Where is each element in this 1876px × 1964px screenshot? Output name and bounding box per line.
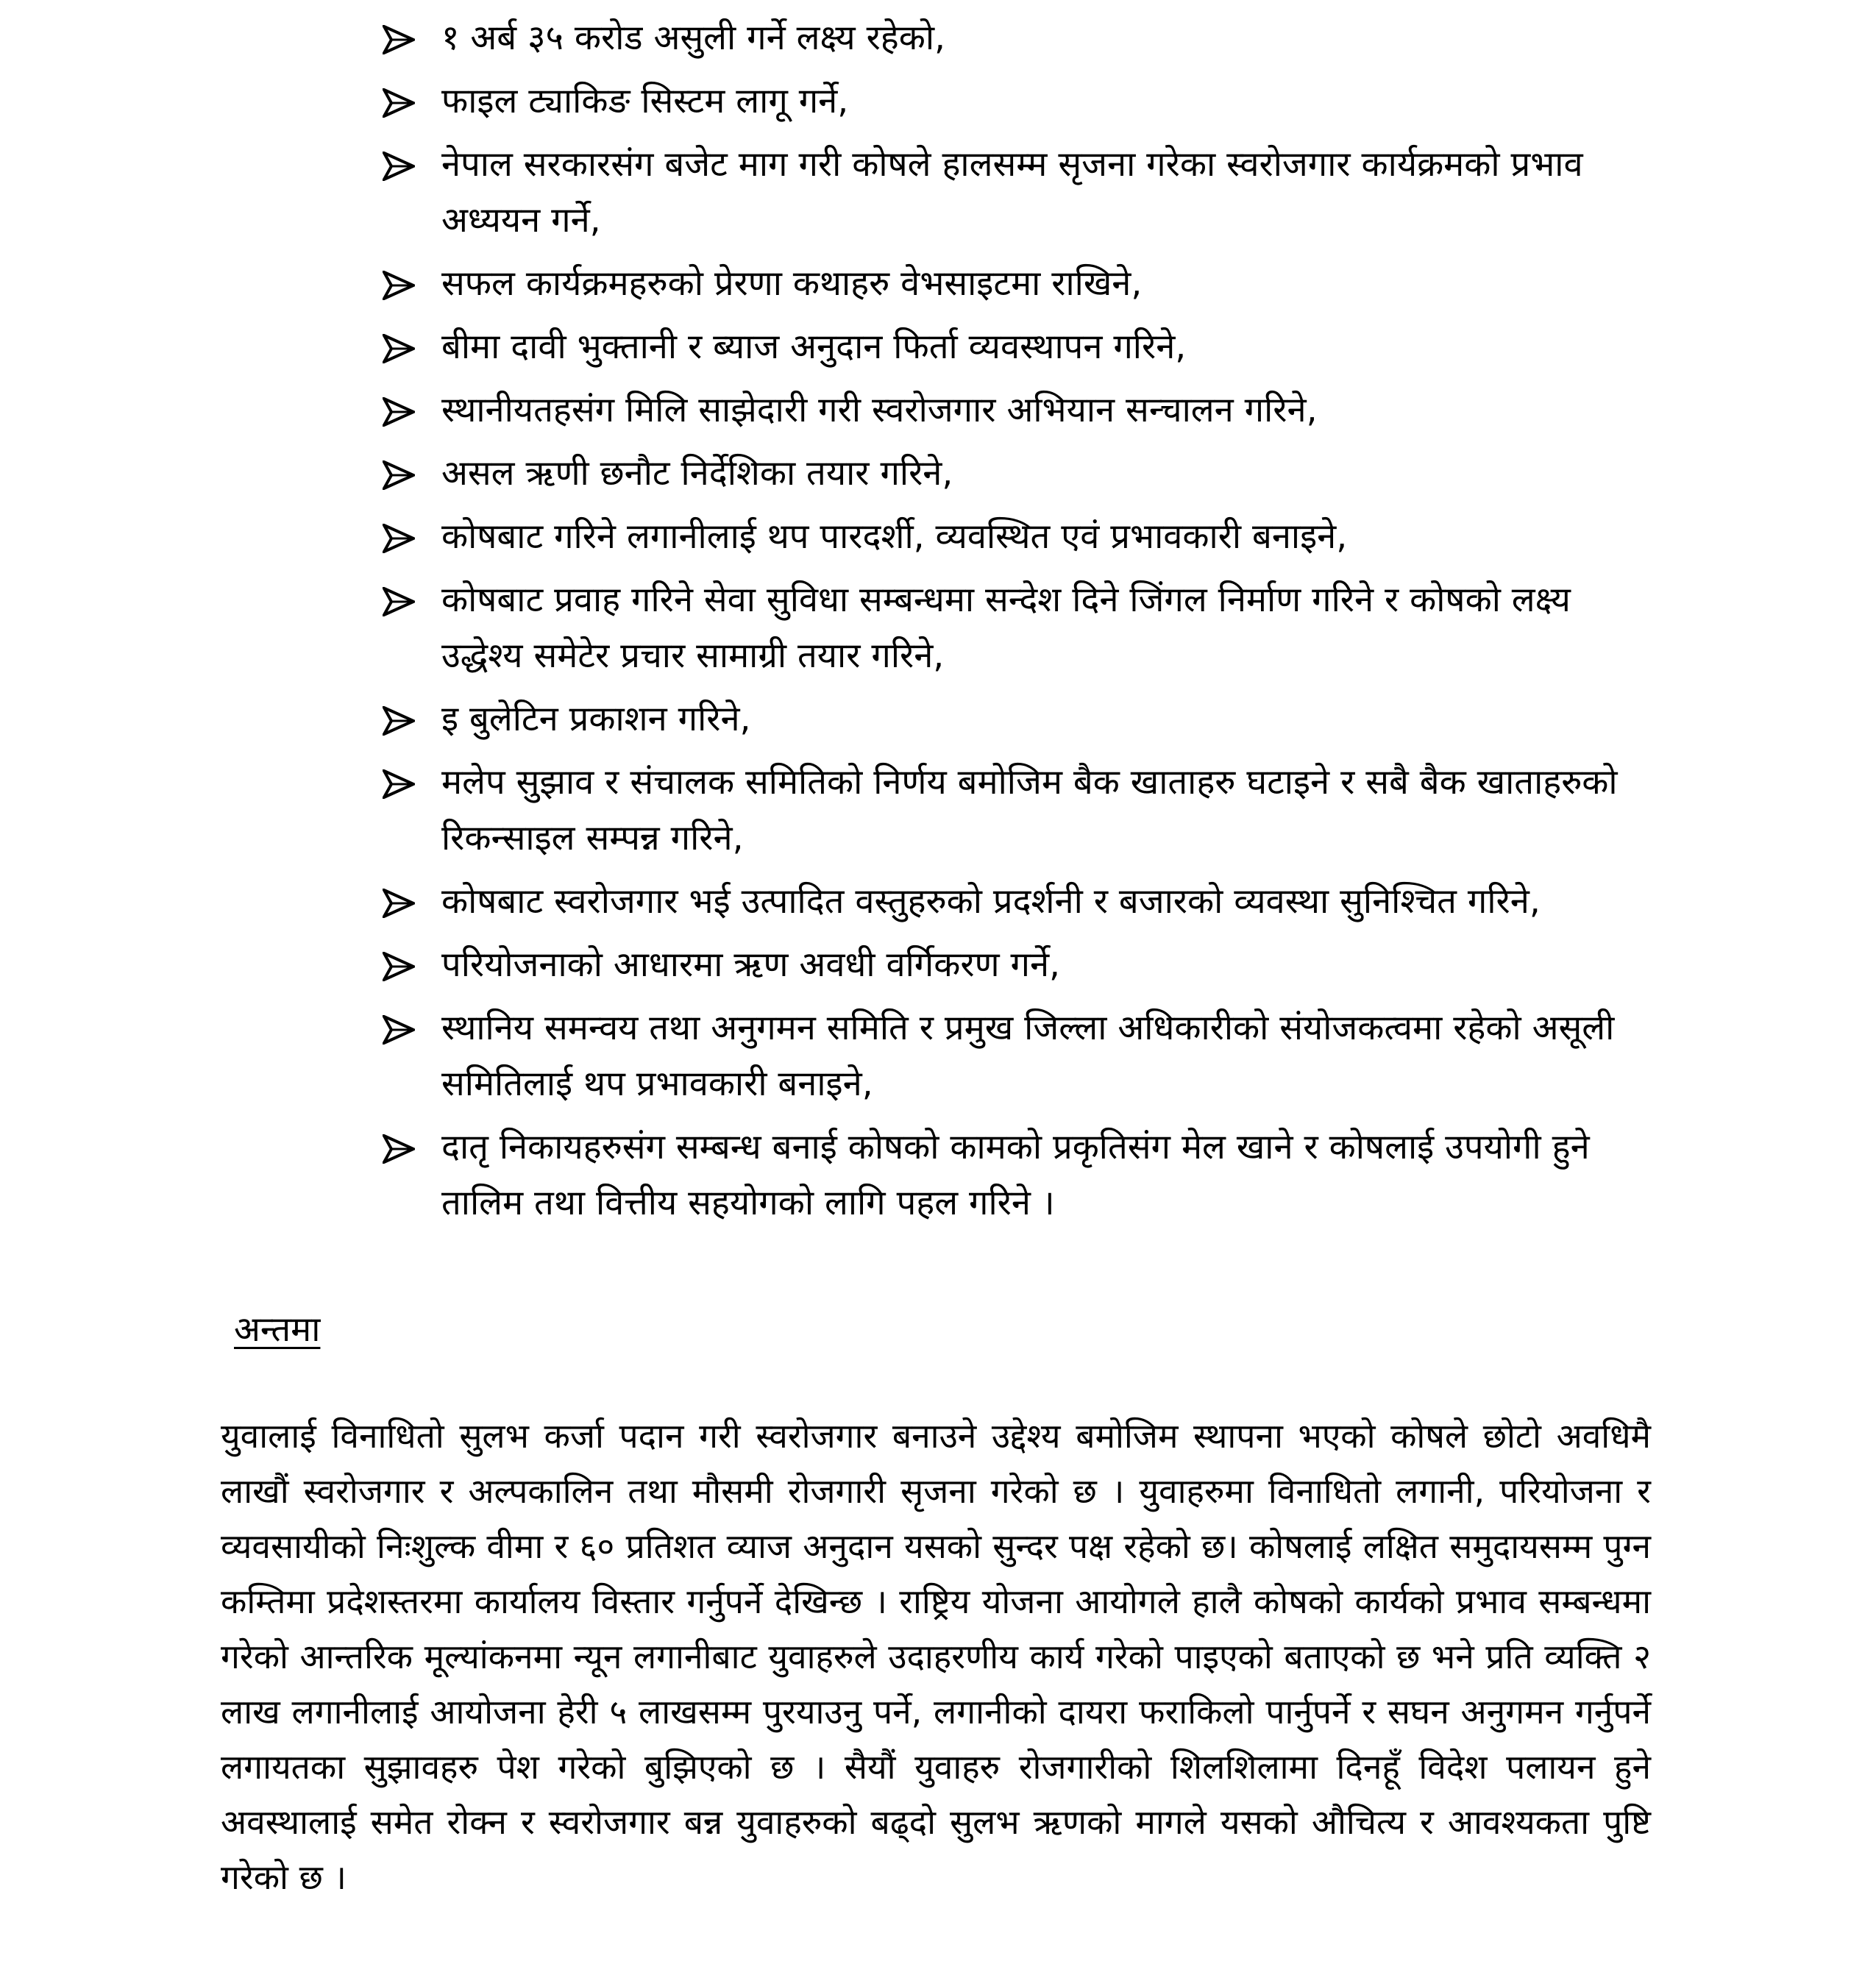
arrowhead-bullet-icon bbox=[383, 25, 415, 54]
list-item bbox=[383, 874, 1648, 930]
list-item-text: सफल कार्यक्रमहरुको प्रेरणा कथाहरु वेभसाइटमा राखिने, bbox=[441, 263, 1143, 304]
list-item-text: १ अर्ब ३५ करोड असुली गर्ने लक्ष्य रहेको, bbox=[441, 18, 945, 58]
list-item bbox=[383, 755, 1648, 867]
arrowhead-bullet-icon bbox=[383, 769, 415, 799]
arrowhead-bullet-icon bbox=[383, 889, 415, 918]
list-item bbox=[383, 319, 1648, 375]
list-item bbox=[383, 1120, 1648, 1231]
arrowhead-bullet-icon bbox=[383, 1134, 415, 1164]
bullet-list bbox=[383, 10, 1648, 1239]
arrowhead-bullet-icon bbox=[383, 1015, 415, 1045]
arrowhead-bullet-icon bbox=[383, 460, 415, 490]
conclusion-paragraph: युवालाई विनाधितो सुलभ कर्जा पदान गरी स्वरोजगार बनाउने उद्देश्य बमोजिम स्थापना भएको कोषले छोटो अवधिमै लाखौं स्वरोजगार र अल्पकालिन तथा मौसमी रोजगारी सृजना गरेको छ । युवाहरुमा विनाधितो लगानी, परियोजना र व्यवसायीको निःशुल्क वीमा र ६० प्रतिशत व्याज अनुदान यसको सुन्दर पक्ष रहेको छ। कोषलाई लक्षित समुदायसम्म पुग्न कम्तिमा प्रदेशस्तरमा कार्यालय विस्तार गर्नुपर्ने देखिन्छ । राष्ट्रिय योजना आयोगले हालै कोषको कार्यको प्रभाव सम्बन्धमा गरेको आन्तरिक मूल्यांकनमा न्यून लगानीबाट युवाहरुले उदाहरणीय कार्य गरेको पाइएको बताएको छ भने प्रति व्यक्ति २ लाख लगानीलाई आयोजना हेरी ५ लाखसम्म पुरयाउनु पर्ने, लगानीको दायरा फराकिलो पार्नुपर्ने र सघन अनुगमन गर्नुपर्ने लगायतका सुझावहरु पेश गरेको बुझिएको छ । सैयौं युवाहरु रोजगारीको शिलशिलामा दिनहूँ विदेश पलायन हुने अवस्थालाई समेत रोक्न र स्वरोजगार बन्न युवाहरुको बढ्दो सुलभ ऋणको मागले यसको औचित्य र आवश्यकता पुष्टि गरेको छ । bbox=[221, 1416, 1651, 1897]
list-item-text: कोषबाट गरिने लगानीलाई थप पारदर्शी, व्यवस्थित एवं प्रभावकारी बनाइने, bbox=[441, 516, 1348, 557]
list-item-text: दातृ निकायहरुसंग सम्बन्ध बनाई कोषको कामको प्रकृतिसंग मेल खाने र कोषलाई उपयोगी हुने तालिम तथा वित्तीय सहयोगको लागि पहल गरिने । bbox=[441, 1127, 1590, 1223]
arrowhead-bullet-icon bbox=[383, 88, 415, 118]
list-item-text: परियोजनाको आधारमा ऋण अवधी वर्गिकरण गर्ने, bbox=[441, 944, 1060, 985]
list-item bbox=[383, 10, 1648, 66]
list-item bbox=[383, 572, 1648, 684]
list-item-text: स्थानीयतहसंग मिलि साझेदारी गरी स्वरोजगार अभियान सन्चालन गरिने, bbox=[441, 390, 1318, 430]
list-item-text: इ बुलेटिन प्रकाशन गरिने, bbox=[441, 699, 751, 739]
list-item bbox=[383, 74, 1648, 129]
arrowhead-bullet-icon bbox=[383, 952, 415, 981]
arrowhead-bullet-icon bbox=[383, 397, 415, 427]
list-item bbox=[383, 446, 1648, 502]
list-item bbox=[383, 509, 1648, 565]
list-item-text: बीमा दावी भुक्तानी र ब्याज अनुदान फिर्ता व्यवस्थापन गरिने, bbox=[441, 327, 1187, 367]
list-item bbox=[383, 937, 1648, 993]
list-item-text: स्थानिय समन्वय तथा अनुगमन समिति र प्रमुख जिल्ला अधिकारीको संयोजकत्वमा रहेको असूली समितिलाई थप प्रभावकारी बनाइने, bbox=[441, 1008, 1615, 1104]
arrowhead-bullet-icon bbox=[383, 524, 415, 553]
section-heading: अन्तमा bbox=[234, 1309, 321, 1350]
list-item bbox=[383, 137, 1648, 249]
list-item-text: कोषबाट स्वरोजगार भई उत्पादित वस्तुहरुको प्रदर्शनी र बजारको व्यवस्था सुनिश्चित गरिने, bbox=[441, 881, 1541, 922]
list-item bbox=[383, 1000, 1648, 1112]
list-item bbox=[383, 691, 1648, 747]
arrowhead-bullet-icon bbox=[383, 152, 415, 181]
arrowhead-bullet-icon bbox=[383, 587, 415, 616]
arrowhead-bullet-icon bbox=[383, 271, 415, 300]
list-item-text: फाइल ट्याकिङ सिस्टम लागू गर्ने, bbox=[441, 81, 849, 121]
list-item-text: नेपाल सरकारसंग बजेट माग गरी कोषले हालसम्म सृजना गरेका स्वरोजगार कार्यक्रमको प्रभाव अध्ययन गर्ने, bbox=[441, 144, 1583, 241]
list-item-text: मलेप सुझाव र संचालक समितिको निर्णय बमोजिम बैक खाताहरु घटाइने र सबै बैक खाताहरुको रिकन्साइल सम्पन्न गरिने, bbox=[441, 762, 1618, 858]
list-item-text: कोषबाट प्रवाह गरिने सेवा सुविधा सम्बन्धमा सन्देश दिने जिंगल निर्माण गरिने र कोषको लक्ष्य उद्धेश्य समेटेर प्रचार सामाग्री तयार गरिने, bbox=[441, 580, 1571, 676]
list-item-text: असल ऋणी छनौट निर्देशिका तयार गरिने, bbox=[441, 453, 953, 494]
arrowhead-bullet-icon bbox=[383, 706, 415, 736]
list-item bbox=[383, 383, 1648, 438]
list-item bbox=[383, 256, 1648, 312]
arrowhead-bullet-icon bbox=[383, 334, 415, 363]
